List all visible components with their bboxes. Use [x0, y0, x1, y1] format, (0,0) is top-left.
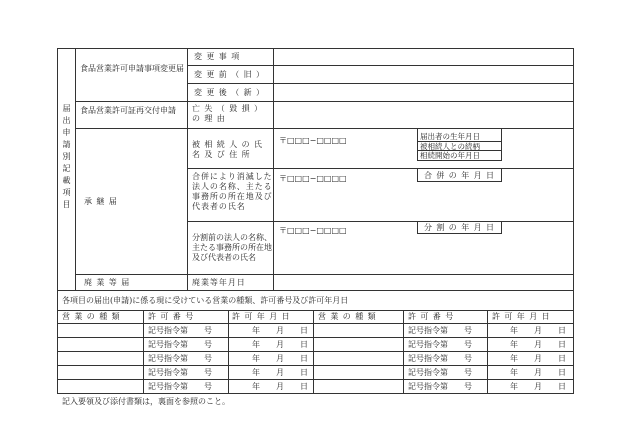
inherit-start-label: 相続開始の年月日 [420, 151, 480, 160]
permits-caption: 各項目の届出(申請)に係る現に受けている営業の種類、許可番号及び許可年月日 [62, 296, 349, 305]
merger-date-label: 合併の年月日 [424, 171, 499, 180]
postal-code-2: 〒□□□−□□□□ [279, 174, 347, 183]
merged-corp-label: 合併により消滅した法人の名称、主たる事務所の所在地及び代表者の氏名 [192, 172, 273, 211]
permit-number-right: 記号指令第 号 [408, 354, 472, 363]
postal-code-1: 〒□□□−□□□□ [279, 136, 347, 145]
permit-date-right: 年 月 日 [510, 340, 566, 349]
change-application-label: 食品営業許可申請事項変更届 [80, 64, 184, 73]
lost-reason-label: 亡失（毀損）の理由 [192, 104, 267, 123]
permit-number-right: 記号指令第 号 [408, 326, 472, 335]
change-item-label: 変更事項 [194, 52, 244, 61]
permit-number-left: 記号指令第 号 [148, 340, 212, 349]
notifier-birth-label: 届出者の生年月日 [420, 132, 480, 141]
header-business-type-right: 営業の種類 [318, 312, 380, 321]
permit-number-left: 記号指令第 号 [148, 368, 212, 377]
heir-name-address-label: 被相続人の氏名及び住所 [192, 140, 267, 159]
header-permit-no-right: 許可番号 [408, 312, 458, 321]
permit-number-left: 記号指令第 号 [148, 354, 212, 363]
closure-date-label: 廃業等年月日 [192, 278, 246, 287]
permit-number-right: 記号指令第 号 [408, 340, 472, 349]
permit-date-right: 年 月 日 [510, 326, 566, 335]
permit-number-left: 記号指令第 号 [148, 382, 212, 391]
permit-date-left: 年 月 日 [252, 382, 308, 391]
sidebar-title: 届出申請別記載項目 [62, 104, 71, 212]
split-date-label: 分割の年月日 [424, 223, 499, 232]
permit-date-right: 年 月 日 [510, 382, 566, 391]
permit-number-right: 記号指令第 号 [408, 368, 472, 377]
permit-date-right: 年 月 日 [510, 354, 566, 363]
change-after-label: 変更後（新） [194, 88, 269, 97]
header-permit-date-left: 許可年月日 [232, 312, 294, 321]
permit-date-left: 年 月 日 [252, 340, 308, 349]
postal-code-3: 〒□□□−□□□□ [279, 226, 347, 235]
header-business-type-left: 営業の種類 [62, 312, 124, 321]
permit-number-left: 記号指令第 号 [148, 326, 212, 335]
succession-label: 承継届 [84, 197, 122, 206]
closure-label: 廃業等届 [84, 278, 134, 287]
permit-date-right: 年 月 日 [510, 368, 566, 377]
change-before-label: 変更前（旧） [194, 70, 269, 79]
split-corp-label: 分割前の法人の名称、主たる事務所の所在地及び代表者の氏名 [192, 233, 272, 262]
header-permit-date-right: 許可年月日 [492, 312, 554, 321]
relation-heir-label: 被相続人との続柄 [420, 142, 480, 151]
permit-date-left: 年 月 日 [252, 326, 308, 335]
permit-date-left: 年 月 日 [252, 368, 308, 377]
header-permit-no-left: 許可番号 [148, 312, 198, 321]
footnote: 記入要領及び添付書類は，裏面を参照のこと。 [62, 397, 230, 406]
permit-date-left: 年 月 日 [252, 354, 308, 363]
permit-number-right: 記号指令第 号 [408, 382, 472, 391]
reissue-application-label: 食品営業許可証再交付申請 [80, 106, 176, 115]
